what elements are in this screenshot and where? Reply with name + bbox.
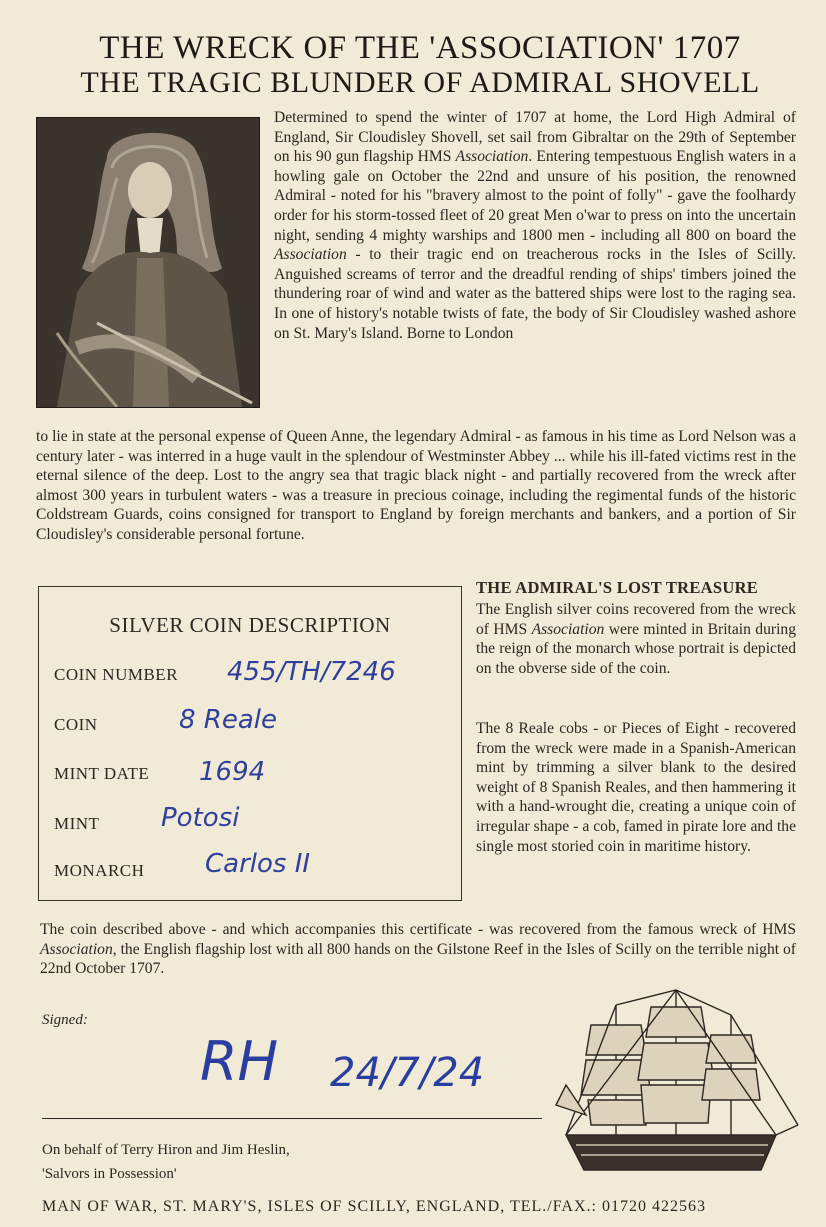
mint-date-label: MINT DATE — [54, 764, 150, 783]
certificate-text-2: , the English flagship lost with all 800 hands on the Gilstone Reef in the Isles of Scilly on the terrible night of 22nd October 1707. — [40, 940, 796, 978]
sailing-ship-engraving — [536, 985, 800, 1190]
behalf-text — [42, 1138, 290, 1186]
ship-name-association: Association — [274, 246, 347, 264]
handwritten-signature: RH — [200, 1030, 279, 1093]
admiral-portrait-image — [36, 117, 260, 408]
ship-name-association: Association — [531, 620, 605, 638]
admiral-portrait-icon — [37, 118, 259, 407]
mint-label: MINT — [54, 814, 100, 833]
ship-name-association: Association — [455, 148, 529, 166]
treasure-text-1: The English silver coins recovered from the wreck of HMS — [476, 601, 796, 638]
intro-text-3: - to their tragic end on treacherous rocks in the Isles of Scilly. Anguished screams of terror and the dreadful rending of ships' timbers joined the thundering roar of wind and water as the battered ships were lost to the raging sea. In one of history's notable twists of fate, the body of Sir Cloudisley washed ashore on St. Mary's Island. Borne to London — [274, 246, 796, 342]
certificate-statement — [40, 920, 796, 979]
signature-date: 24/7/24 — [330, 1050, 485, 1096]
treasure-paragraph-1 — [476, 600, 796, 678]
ship-name-association: Association — [40, 940, 113, 958]
coin-description-title: SILVER COIN DESCRIPTION — [109, 613, 391, 637]
treasure-paragraph-2: The 8 Reale cobs - or Pieces of Eight - recovered from the wreck were made in a Spanish-American mint by trimming a silver blank to the desired weight of 8 Spanish Reales, and then hammering it with a hand-wrought die, creating a unique coin of irregular shape - a cob, famed in pirate lore and the single most storied coin in maritime history. — [476, 720, 796, 855]
signed-label: Signed: — [42, 1012, 88, 1028]
intro-text-2: . Entering tempestuous English waters in a howling gale on October the 22nd and unsure of his position, the renowned Admiral - noted for his "bravery almost to the point of folly" - gave the foolhardy order for his storm-tossed fleet of 20 great Men o'war to press on into the uncertain night, sending 4 mighty warships and 1800 men - including all 800 on board the — [274, 148, 796, 244]
sailing-ship-icon — [536, 985, 800, 1190]
monarch-label: MONARCH — [54, 861, 145, 880]
intro-paragraph-top — [274, 108, 796, 343]
intro-paragraph-bottom: to lie in state at the personal expense of Queen Anne, the legendary Admiral - as famous in his time as Lord Nelson was a century later - was interred in a huge vault in the splendour of Westminster Abbey ... while his ill-fated victims rest in the eternal silence of the deep. Lost to the angry sea that tragic black night - and partially recovered from the wreck after almost 300 years in turbulent waters - was a treasure in precious coinage, including the regimental funds of the historic Coldstream Guards, coins consigned for transport to England by foreign merchants and bankers, and a portion of Sir Cloudisley's considerable personal fortune. — [36, 428, 796, 543]
treasure-text-2: were minted in Britain during the reign of the monarch whose portrait is depicted on the obverse side of the coin. — [476, 620, 797, 677]
coin-number-value: 455/TH/7246 — [227, 657, 396, 687]
behalf-line-2: 'Salvors in Possession' — [42, 1166, 177, 1182]
treasure-heading: THE ADMIRAL'S LOST TREASURE — [476, 578, 759, 597]
mint-value: Potosi — [161, 803, 240, 833]
page-subtitle: THE TRAGIC BLUNDER OF ADMIRAL SHOVELL — [80, 66, 760, 99]
mint-date-value: 1694 — [199, 757, 266, 787]
intro-text-1: Determined to spend the winter of 1707 at home, the Lord High Admiral of England, Sir Cloudisley Shovell, set sail from Gibraltar on the 29th of September on his 90 gun flagship HMS — [274, 109, 796, 166]
coin-number-label: COIN NUMBER — [54, 665, 179, 684]
coin-description-box — [38, 586, 462, 901]
monarch-value: Carlos II — [205, 849, 311, 879]
coin-value: 8 Reale — [179, 705, 278, 735]
certificate-text-1: The coin described above - and which accompanies this certificate - was recovered from the famous wreck of HMS — [40, 921, 796, 938]
signature-line — [42, 1118, 542, 1119]
coin-label: COIN — [54, 715, 98, 734]
behalf-line-1: On behalf of Terry Hiron and Jim Heslin, — [42, 1142, 290, 1158]
footer-address: MAN OF WAR, ST. MARY'S, ISLES OF SCILLY, ENGLAND, TEL./FAX.: 01720 422563 — [42, 1198, 706, 1215]
page-title: THE WRECK OF THE 'ASSOCIATION' 1707 — [99, 30, 741, 66]
